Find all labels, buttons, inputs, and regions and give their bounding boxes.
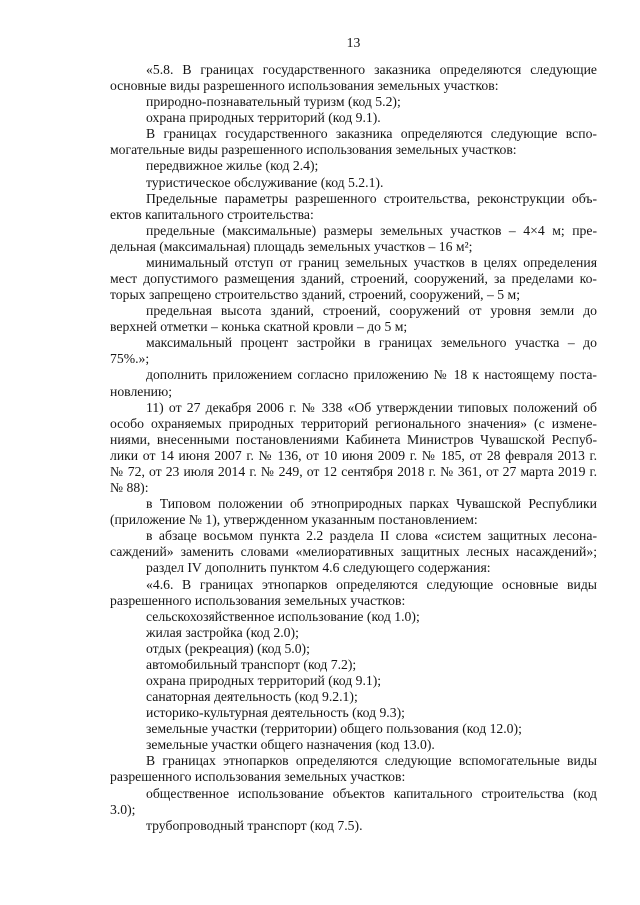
paragraph — [110, 400, 597, 496]
paragraph — [110, 110, 597, 126]
text-line: верхней отметки – конька скатной кровли – до 5 м; — [110, 319, 408, 335]
paragraph — [110, 223, 597, 255]
text-line: природно-познавательный туризм (код 5.2); — [146, 94, 401, 110]
text-line: торых запрещено строительство зданий, строений, сооружений, – 5 м; — [110, 287, 521, 303]
text-line: № 88): — [110, 480, 149, 496]
paragraph — [110, 367, 597, 399]
text-line: основные виды разрешенного использования земельных участков: — [110, 78, 499, 94]
page-number: 13 — [346, 35, 361, 50]
paragraph — [110, 62, 597, 94]
paragraph — [110, 657, 597, 673]
text-line: (приложение № 1), утвержденном указанным постановлением: — [110, 512, 478, 528]
text-line: общественное использование объектов капитального строительства (код — [146, 785, 597, 801]
paragraph — [110, 577, 597, 609]
paragraph — [110, 641, 597, 657]
text-line: охрана природных территорий (код 9.1). — [146, 110, 381, 126]
paragraph — [110, 786, 597, 818]
text-line: ниями, внесенными постановлениями Кабинета Министров Чувашской Респуб- — [110, 431, 597, 447]
text-line: земельные участки (территории) общего пользования (код 12.0); — [146, 721, 522, 737]
text-line: в абзаце восьмом пункта 2.2 раздела II слова «систем защитных лесона- — [146, 528, 597, 544]
text-line: В границах государственного заказника определяются следующие вспо- — [146, 126, 597, 142]
text-line: особо охраняемых природных территорий регионального значения» (с измене- — [110, 415, 597, 431]
paragraph — [110, 625, 597, 641]
text-line: 11) от 27 декабря 2006 г. № 338 «Об утверждении типовых положений об — [146, 399, 597, 415]
text-line: предельная высота зданий, строений, сооружений от уровня земли до — [146, 303, 597, 319]
text-line: минимальный отступ от границ земельных участков в целях определения — [146, 254, 597, 270]
paragraph — [110, 303, 597, 335]
paragraph — [110, 94, 597, 110]
paragraph — [110, 753, 597, 785]
paragraph — [110, 496, 597, 528]
paragraph — [110, 818, 597, 834]
paragraph — [110, 737, 597, 753]
paragraph — [110, 255, 597, 303]
paragraph — [110, 721, 597, 737]
text-line: мест допустимого размещения зданий, строений, сооружений, за пределами ко- — [110, 271, 597, 287]
document-body — [110, 62, 597, 834]
text-line: в Типовом положении об этноприродных парках Чувашской Республики — [146, 496, 597, 512]
text-line: новлению; — [110, 383, 173, 399]
text-line: санаторная деятельность (код 9.2.1); — [146, 689, 358, 705]
text-line: предельные (максимальные) размеры земельных участков – 4×4 м; пре- — [146, 222, 597, 238]
text-line: передвижное жилье (код 2.4); — [146, 158, 319, 174]
text-line: «5.8. В границах государственного заказника определяются следующие — [146, 62, 597, 77]
text-line: Предельные параметры разрешенного строительства, реконструкции объ- — [146, 190, 597, 206]
text-line: саждений» заменить словами «мелиоративных защитных лесных насаждений»; — [110, 544, 597, 560]
paragraph — [110, 158, 597, 174]
text-line: раздел IV дополнить пунктом 4.6 следующего содержания: — [146, 560, 491, 576]
text-line: В границах этнопарков определяются следующие вспомогательные виды — [146, 753, 597, 769]
text-line: дельная (максимальная) площадь земельных участков – 16 м²; — [110, 238, 473, 254]
text-line: земельные участки общего назначения (код 13.0). — [146, 737, 435, 753]
text-line: охрана природных территорий (код 9.1); — [146, 672, 382, 688]
paragraph — [110, 609, 597, 625]
paragraph — [110, 126, 597, 158]
text-line: автомобильный транспорт (код 7.2); — [146, 656, 357, 672]
text-line: «4.6. В границах этнопарков определяются следующие основные виды — [146, 576, 597, 592]
text-line: трубопроводный транспорт (код 7.5). — [146, 817, 363, 833]
paragraph — [110, 175, 597, 191]
text-line: № 72, от 23 июля 2014 г. № 249, от 12 сентября 2018 г. № 361, от 27 марта 2019 г. — [110, 463, 597, 479]
text-line: сельскохозяйственное использование (код 1.0); — [146, 608, 420, 624]
paragraph — [110, 705, 597, 721]
text-line: историко-культурная деятельность (код 9.3); — [146, 705, 405, 721]
paragraph — [110, 560, 597, 576]
text-line: разрешенного использования земельных участков: — [110, 769, 406, 785]
paragraph — [110, 528, 597, 560]
paragraph — [110, 191, 597, 223]
text-line: разрешенного использования земельных участков: — [110, 592, 406, 608]
text-line: 3.0); — [110, 801, 136, 817]
text-line: 75%.»; — [110, 351, 150, 367]
paragraph — [110, 335, 597, 367]
paragraph — [110, 689, 597, 705]
paragraph — [110, 673, 597, 689]
text-line: лики от 14 июня 2007 г. № 136, от 10 июня 2009 г. № 185, от 28 февраля 2013 г. — [110, 447, 597, 463]
text-line: дополнить приложением согласно приложению № 18 к настоящему поста- — [146, 367, 597, 383]
text-line: отдых (рекреация) (код 5.0); — [146, 640, 310, 656]
text-line: ектов капитального строительства: — [110, 206, 314, 222]
text-line: туристическое обслуживание (код 5.2.1). — [146, 174, 384, 190]
text-line: могательные виды разрешенного использования земельных участков: — [110, 142, 517, 158]
text-line: жилая застройка (код 2.0); — [146, 624, 299, 640]
text-line: максимальный процент застройки в границах земельного участка – до — [146, 335, 597, 351]
